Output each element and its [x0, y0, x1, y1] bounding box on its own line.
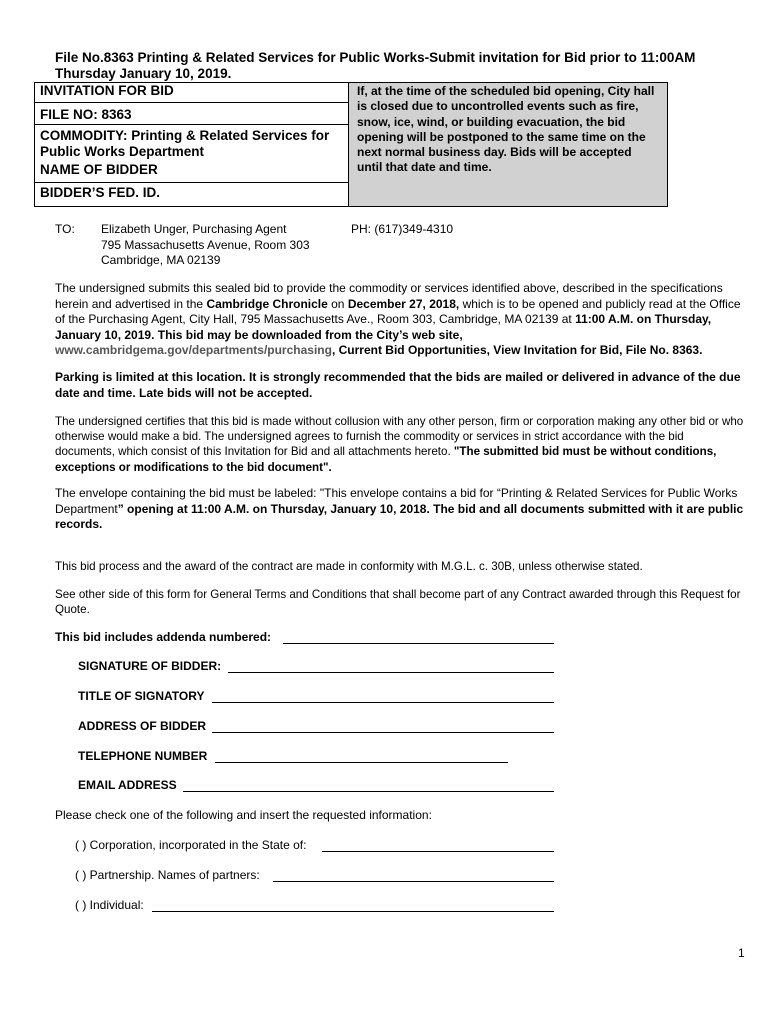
individual-option[interactable]: ( ) Individual: — [75, 898, 144, 912]
advertised-date: December 27, 2018, — [347, 296, 460, 311]
partners-names-field[interactable] — [273, 881, 554, 882]
signature-label: SIGNATURE OF BIDDER: — [78, 659, 222, 673]
envelope-opening-statement: ” opening at 11:00 A.M. on Thursday, January 10, 2018. The bid and all documents submitted with it are public records. — [55, 501, 744, 532]
certification-text: The undersigned certifies that this bid is made without collusion with any other person, firm or corporation making any other bid or who otherwise would make a bid. The undersigned agrees to furnish the commodity or services in strict accordance with the bid documents, which consist of this Invitation for Bid and all attachments hereto. — [55, 415, 744, 459]
mgl-statement: This bid process and the award of the contract are made in conformity with M.G.L. c. 30B, unless otherwise stated. — [55, 560, 643, 573]
recipient-name: Elizabeth Unger, Purchasing Agent — [101, 222, 287, 236]
individual-name-field[interactable] — [152, 911, 554, 912]
name-of-bidder-label: NAME OF BIDDER — [40, 162, 158, 177]
parking-notice: Parking is limited at this location. It is strongly recommended that the bids are mailed or delivered in advance of the due date and time. Late bids will not be accepted. — [55, 370, 741, 400]
telephone-label: TELEPHONE NUMBER — [78, 749, 208, 763]
bidder-fed-id-label: BIDDER’S FED. ID. — [40, 185, 161, 200]
entity-type-instruction: Please check one of the following and insert the requested information: — [55, 808, 432, 822]
bid-info-table — [34, 82, 668, 207]
recipient-city: Cambridge, MA 02139 — [101, 253, 221, 268]
signatory-title-field[interactable] — [212, 702, 554, 703]
bid-opportunity-path: , Current Bid Opportunities, View Invitation for Bid, File No. 8363. — [331, 343, 703, 358]
closure-notice-panel — [349, 83, 667, 206]
bid-info-left-column — [35, 83, 349, 206]
email-field[interactable] — [183, 791, 554, 792]
recipient-street: 795 Massachusetts Avenue, Room 303 — [101, 237, 310, 252]
signature-field[interactable] — [228, 672, 554, 673]
purchasing-website-link[interactable]: www.cambridgema.gov/departments/purchasing — [55, 343, 332, 358]
newspaper-name: Cambridge Chronicle — [206, 296, 328, 311]
bid-opening-time: 11:00 A.M. on Thursday, January 10, 2019. This bid may be downloaded from the City’s web site, — [55, 312, 712, 342]
signatory-title-label: TITLE OF SIGNATORY — [78, 689, 205, 703]
corporation-state-field[interactable] — [322, 851, 554, 852]
addenda-field[interactable] — [283, 643, 554, 644]
to-label: TO: — [55, 222, 75, 236]
corporation-option[interactable]: ( ) Corporation, incorporated in the State of: — [75, 838, 307, 852]
envelope-label-paragraph — [55, 486, 745, 533]
partnership-option[interactable]: ( ) Partnership. Names of partners: — [75, 868, 260, 882]
document-title: File No.8363 Printing & Related Services for Public Works-Submit invitation for Bid prior to 11:00AM Thursday January 10, 2019. — [55, 50, 696, 81]
bidder-address-field[interactable] — [212, 732, 554, 733]
file-number: FILE NO: 8363 — [35, 103, 348, 125]
bidder-address-label: ADDRESS OF BIDDER — [78, 719, 207, 733]
p1-text-c: which is to be opened and publicly read at the Office of the Purchasing Agent, City Hall, 795 Massachusetts Ave., Room 303, Cambridge, MA 02139 at — [55, 296, 741, 327]
invitation-for-bid-heading: INVITATION FOR BID — [35, 83, 348, 103]
p1-text-b: on — [327, 296, 348, 311]
page-number: 1 — [738, 946, 745, 960]
telephone-field[interactable] — [215, 762, 508, 763]
terms-statement: See other side of this form for General Terms and Conditions that shall become part of any Contract awarded through this Request for Quote. — [55, 588, 741, 617]
envelope-text: The envelope containing the bid must be labeled: "This envelope contains a bid for “Printing & Related Services for Public Works Department — [55, 486, 738, 516]
no-conditions-statement: "The submitted bid must be without conditions, exceptions or modifications to the bid document". — [55, 445, 717, 474]
email-label: EMAIL ADDRESS — [78, 778, 177, 792]
certification-paragraph — [55, 414, 745, 475]
bidder-name-divider — [35, 182, 348, 183]
p1-text-a: The undersigned submits this sealed bid to provide the commodity or services identified above, described in the specifications herein and advertised in the — [55, 281, 723, 311]
closure-notice-text: If, at the time of the scheduled bid opening, City hall is closed due to uncontrolled events such as fire, snow, ice, wind, or building evacuation, the bid opening will be postponed to the same time on the next normal business day. Bids will be accepted until that date and time. — [357, 84, 655, 175]
addenda-label: This bid includes addenda numbered: — [55, 630, 272, 644]
recipient-address — [101, 222, 310, 269]
bid-submission-paragraph — [55, 281, 745, 359]
commodity-label: COMMODITY: Printing & Related Services for Public Works Department — [40, 128, 330, 159]
recipient-phone: PH: (617)349-4310 — [351, 222, 454, 236]
